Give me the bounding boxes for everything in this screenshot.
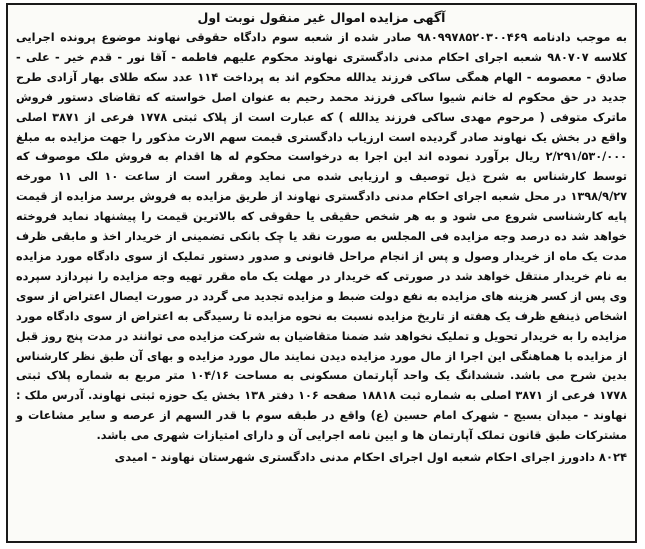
notice-body: به موجب دادنامه ۹۸۰۹۹۷۸۵۲۰۳۰۰۴۶۹ صادر شده از شعبه سوم دادگاه حقوقی نهاوند موضوع پرونده اجرایی کلاسه ۹۸۰۷۰۷ شعبه اجرای احکام مدنی دادگستری نهاوند محکوم علیهم فاطمه - آقا نور - قدم خیر - علی - صادق - معصومه - الهام همگی ساکی فرزند یدالله محکوم اند به پرداخت ۱۱۴ عدد سکه طلای بهار آزادی طرح جدید در حق محکوم له خانم شیوا ساکی فرزند محمد رحیم به عنوان اصل خواسته که تقاضای دستور فروش ماترک متوفی ( مرحوم مهدی ساکی فرزند یدالله ) که عبارت است از پلاک ثبتی ۱۷۷۸ فرعی از ۳۸۷۱ اصلی واقع در بخش یک نهاوند صادر گردیده است ارزیاب دادگستری قیمت سهم الارث مذکور را جهت مزایده به مبلغ ۲/۲۹۱/۵۳۰/۰۰۰ ریال برآورد نموده اند این اجرا به درخواست محکوم له ها اقدام به فروش ملک موصوف که توسط کارشناس به شرح ذیل توصیف و ارزیابی شده می نماید ومقرر است از ساعت ۱۰ الی ۱۱ مورخه ۱۳۹۸/۹/۲۷ در محل شعبه اجرای احکام مدنی دادگستری نهاوند از طریق مزایده به فروش برسد مزایده از قیمت پایه کارشناسی شروع می شود و به هر شخص حقیقی یا حقوقی که بالاترین قیمت را پیشنهاد نماید فروخته خواهد شد ده درصد وجه مزایده فی المجلس به صورت نقد یا چک بانکی تضمینی از خریدار اخذ و مابقی ظرف مدت یک ماه از خریدار وصول و پس از انجام مراحل قانونی و صدور دستور تملیک از سوی دادگاه مورد مزایده به نام خریدار منتقل خواهد شد در صورتی که خریدار در مهلت یک ماه مقرر تهیه وجه مزایده را نپردازد سپرده وی پس از کسر هزینه های مزایده به نفع دولت ضبط و مزایده تجدید می گردد در صورت ایصال اعتراض از سوی اشخاص ذینفع ظرف یک هفته از تاریخ مزایده نسبت به نحوه مزایده تا رسیدگی به اعتراض از سوی دادگاه مورد مزایده را به خریدار تحویل و تملیک نخواهد شد ضمنا متقاضیان به شرکت مزایده می توانند در مدت پنج روز قبل از مزایده با هماهنگی این اجرا از مال مورد مزایده دیدن نمایند مال مورد مزایده و بهای آن طبق نظر کارشناس بدین شرح می باشد. ششدانگ یک واحد آپارتمان مسکونی به مساحت ۱۰۴/۱۶ متر مربع به شماره پلاک ثبتی ۱۷۷۸ فرعی از ۳۸۷۱ اصلی به شماره ثبت ۱۸۸۱۸ صفحه ۱۰۶ دفتر ۱۳۸ بخش یک حوزه ثبتی نهاوند. آدرس ملک : نهاوند - میدان بسیج - شهرک امام حسین (ع) واقع در طبقه سوم با قدر السهم از عرصه و سایر مشاعات و مشترکات طبق قانون تملک آپارتمان ها و ایین نامه اجرایی آن و دارای امتیازات شهری می باشد.	[16, 31, 628, 443]
auction-notice	[6, 3, 637, 543]
notice-title: آگهی مزایده اموال غیر منقول نوبت اول	[197, 10, 446, 25]
notice-footer: ۸۰۲۴ دادورز اجرای احکام شعبه اول اجرای احکام مدنی دادگستری شهرستان نهاوند - امیدی	[114, 450, 627, 465]
